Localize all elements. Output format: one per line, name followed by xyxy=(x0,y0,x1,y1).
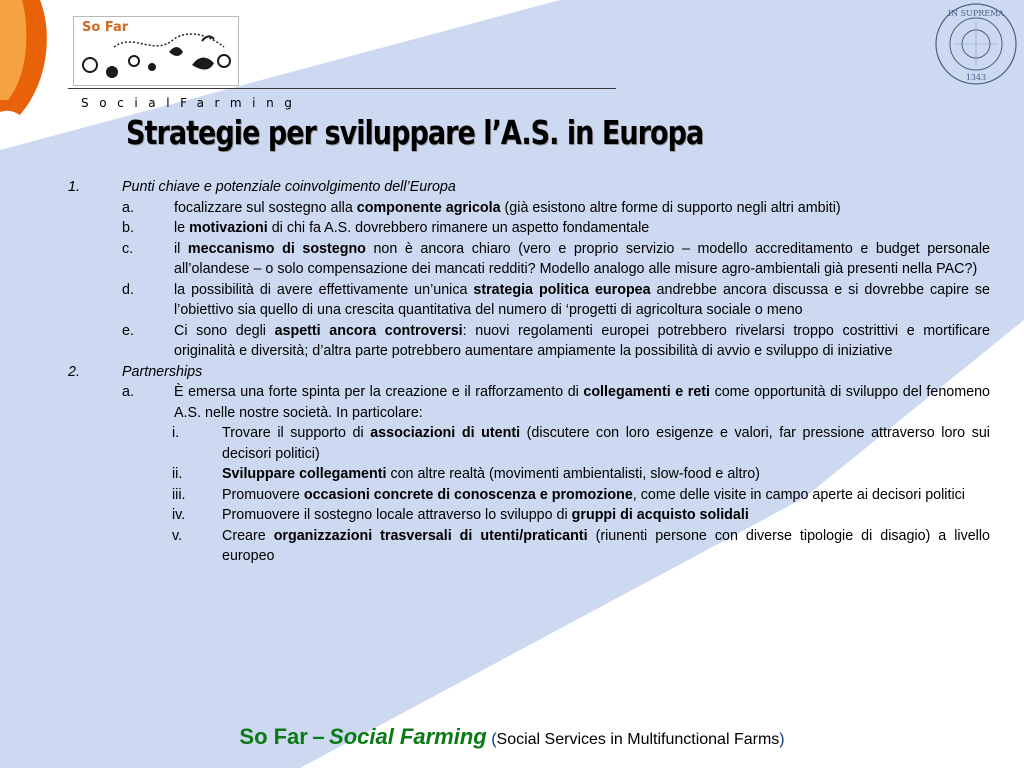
section-number: 2. xyxy=(68,363,80,380)
sub-list-item xyxy=(166,423,990,464)
item-text: Trovare il supporto di associazioni di utenti (discutere con loro esigenze e valori, far pressione attraverso loro sui decisori politici) xyxy=(222,425,990,462)
item-letter: c. xyxy=(122,240,134,257)
item-letter: a. xyxy=(122,199,134,216)
item-text: focalizzare sul sostegno alla componente agricola (già esistono altre forme di supporto negli altri ambiti) xyxy=(174,199,841,216)
item-roman: i. xyxy=(172,425,180,441)
list-item xyxy=(122,382,990,423)
sub-list-item xyxy=(166,505,990,526)
section-number: 1. xyxy=(68,179,80,195)
svg-text:IN SUPREMA: IN SUPREMA xyxy=(947,9,1005,18)
item-letter: a. xyxy=(122,384,134,400)
item-letter: e. xyxy=(122,322,134,339)
list-item xyxy=(122,239,990,280)
list-item xyxy=(122,218,990,239)
item-text: le motivazioni di chi fa A.S. dovrebbero rimanere un aspetto fondamentale xyxy=(174,220,650,236)
item-letter: b. xyxy=(122,220,134,236)
section-title: Partnerships xyxy=(122,363,203,380)
item-roman: iii. xyxy=(172,486,186,503)
section-heading xyxy=(68,362,990,383)
footer-dash: – xyxy=(312,724,325,749)
item-text: Ci sono degli aspetti ancora controversi: nuovi regolamenti europei potrebbero rivelarsi troppo costrittivi e mortificare originalità e diversità; d’altra parte potrebbero aumentare ampiamente la possibilità di avvio e sviluppo di iniziative xyxy=(174,322,990,359)
item-text: Sviluppare collegamenti con altre realtà (movimenti ambientalisti, slow-food e altro) xyxy=(222,466,760,482)
list-item xyxy=(122,321,990,362)
section-heading xyxy=(68,177,990,198)
item-text: la possibilità di avere effettivamente un’unica strategia politica europea andrebbe ancora discussa e si dovrebbe capire se l’obiettivo sia quello di una crescita quantitativa del numero di ‘progetti di agricoltura sociale o meno xyxy=(174,281,990,318)
sub-list-item xyxy=(166,485,990,506)
item-text: È emersa una forte spinta per la creazione e il rafforzamento di collegamenti e reti come opportunità di sviluppo del fenomeno A.S. nelle nostre società. In particolare: xyxy=(174,384,990,421)
sub-list-item xyxy=(166,464,990,485)
footer xyxy=(0,724,1024,750)
section-title: Punti chiave e potenziale coinvolgimento dell’Europa xyxy=(122,179,456,195)
item-roman: v. xyxy=(172,527,183,544)
so-far-logo xyxy=(73,16,239,86)
content-list xyxy=(68,177,990,567)
footer-italic-title: Social Farming xyxy=(329,724,487,749)
sub-list-item xyxy=(166,526,990,567)
svg-text:1343: 1343 xyxy=(965,73,987,82)
university-seal-icon xyxy=(934,2,1018,86)
item-letter: d. xyxy=(122,281,134,298)
tagline: SocialFarming xyxy=(81,96,303,110)
footer-subtitle: (Social Services in Multifunctional Farms) xyxy=(491,731,785,748)
item-text: Creare organizzazioni trasversali di utenti/praticanti (riunenti persone con diverse tipologie di disagio) a livello europeo xyxy=(222,527,990,564)
item-text: Promuovere il sostegno locale attraverso lo sviluppo di gruppi di acquisto solidali xyxy=(222,507,749,523)
list-item xyxy=(122,280,990,321)
item-text: Promuovere occasioni concrete di conoscenza e promozione, come delle visite in campo aperte ai decisori politici xyxy=(222,486,965,503)
list-item xyxy=(122,198,990,219)
page-title: Strategie per sviluppare l’A.S. in Europa xyxy=(126,113,704,152)
logo-graphic-icon xyxy=(74,17,240,87)
item-roman: iv. xyxy=(172,507,186,523)
logo-title: So Far xyxy=(82,20,129,35)
footer-brand: So Far xyxy=(239,724,308,749)
item-roman: ii. xyxy=(172,466,183,482)
item-text: il meccanismo di sostegno non è ancora chiaro (vero e proprio servizio – modello accreditamento e budget personale all’olandese – o solo compensazione dei mancati redditi? Modello analogo alle misure agro-ambientali già presenti nella PAC?) xyxy=(174,240,990,277)
header-divider xyxy=(68,88,616,89)
